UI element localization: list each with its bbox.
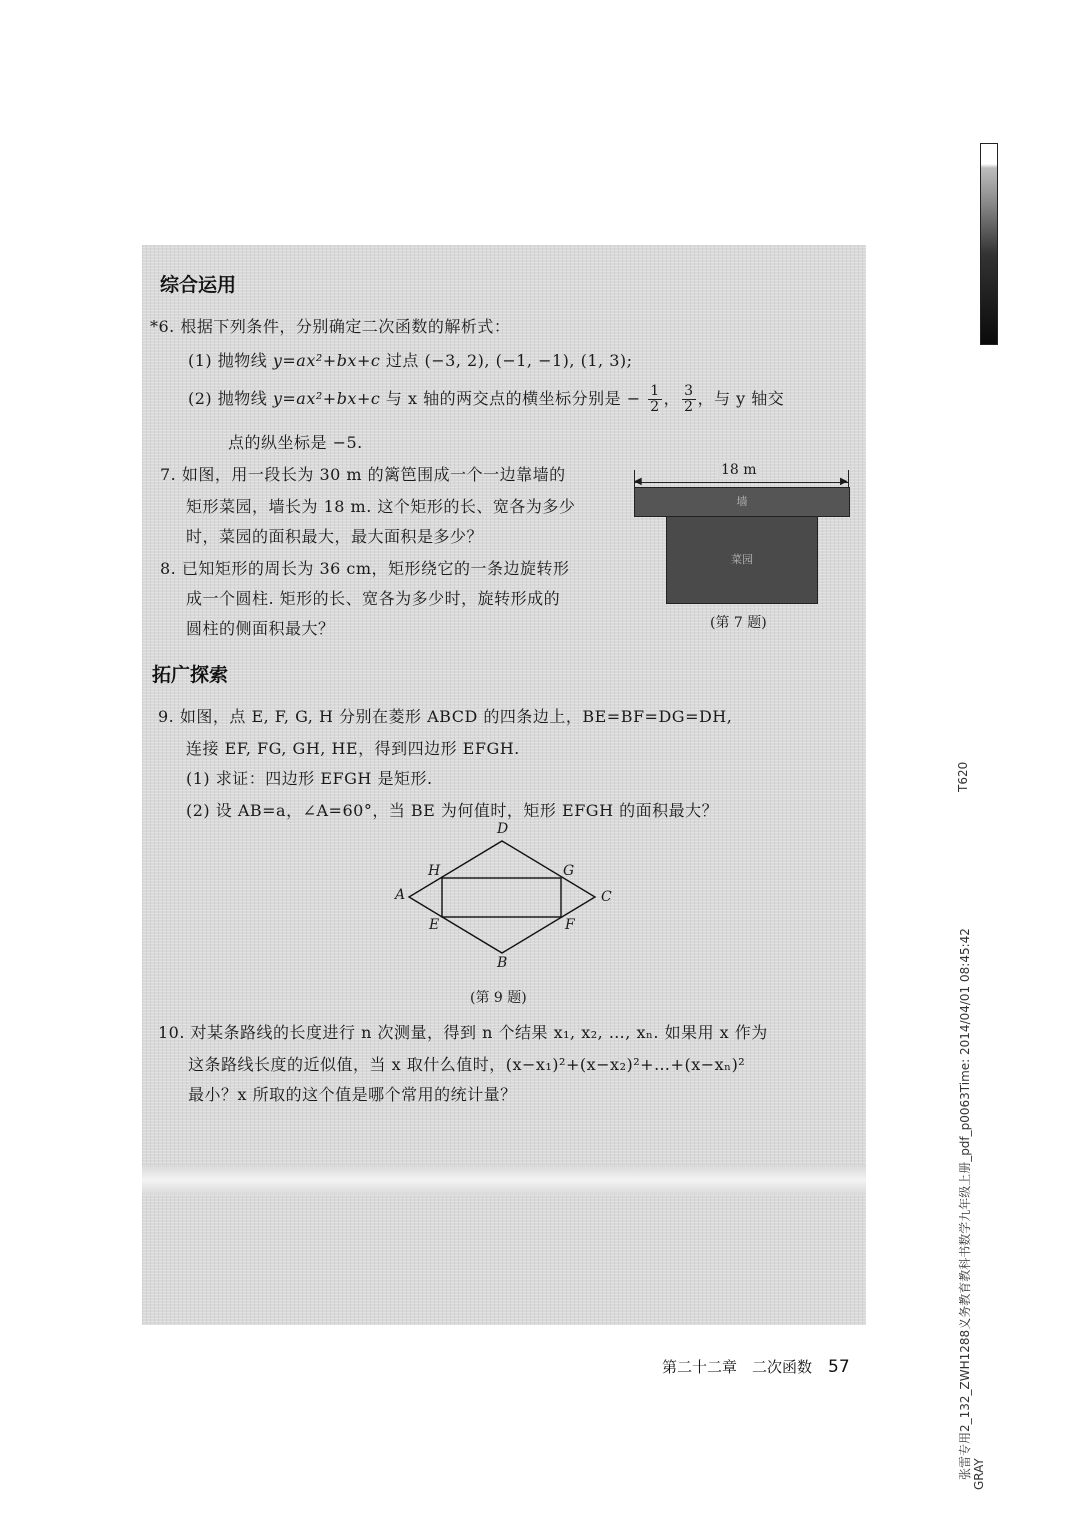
wall-block: 墙: [634, 487, 850, 517]
problem-6-number: *6.: [150, 317, 175, 336]
margin-code: T620: [956, 761, 970, 792]
problem-9-part-1: (1) 求证：四边形 EFGH 是矩形.: [186, 769, 433, 788]
figure-7-wall-garden: [630, 460, 854, 635]
section-title-comprehensive: 综合运用: [160, 274, 237, 296]
figure-7-caption: (第 7 题): [710, 615, 767, 631]
problem-8-line-1: 8. 已知矩形的周长为 36 cm，矩形绕它的一条边旋转形: [160, 559, 570, 578]
dimension-line: [634, 482, 848, 483]
problem-6-stem: [150, 314, 510, 337]
problem-10-number: 10.: [158, 1023, 185, 1042]
fraction-three-halves: $\frac{3}{2}$: [684, 383, 694, 415]
problem-6-part-2: (2) 抛物线 y=ax²+bx+c 与 x 轴的两交点的横坐标分别是 − $\frac{1}{2}$ ， $\frac{3}{2}$ ，与 y 轴交: [188, 383, 785, 415]
formula: y=ax²+bx+c: [272, 351, 381, 370]
problem-10-line-3: 最小？x 所取的这个值是哪个常用的统计量？: [188, 1085, 517, 1104]
point-label-g: G: [563, 863, 575, 879]
dimension-label: 18 m: [718, 462, 760, 478]
point-label-d: D: [497, 821, 509, 837]
figure-9-rhombus: [385, 821, 635, 1010]
problem-9-line-2: 连接 EF, FG, GH, HE，得到四边形 EFGH.: [186, 739, 520, 758]
problem-10-line-2: 这条路线长度的近似值，当 x 取什么值时，(x−x₁)²+(x−x₂)²+…+(x−xₙ)²: [188, 1055, 746, 1074]
problem-9-number: 9.: [158, 707, 175, 726]
part-text: 抛物线: [217, 389, 273, 408]
garden-block: 菜园: [666, 516, 818, 604]
chapter-title: 第二十二章 二次函数: [662, 1358, 813, 1376]
part-text: 过点 (−3, 2), (−1, −1), (1, 3);: [380, 351, 633, 370]
point-label-f: F: [565, 917, 575, 933]
problem-7-line-3: 时，菜园的面积最大，最大面积是多少？: [186, 527, 484, 546]
part-text: 抛物线: [217, 351, 273, 370]
page-footer: [662, 1356, 850, 1377]
figure-9-caption: (第 9 题): [470, 990, 527, 1006]
problem-9-line-1: 9. 如图，点 E, F, G, H 分别在菱形 ABCD 的四条边上，BE=BF=DG=DH,: [158, 707, 733, 726]
problem-7-line-1: 7. 如图，用一段长为 30 m 的篱笆围成一个一边靠墙的: [160, 465, 566, 484]
part-label: (1): [188, 351, 213, 370]
part-text: ，与 y 轴交: [697, 389, 785, 408]
rhombus-diagram: [385, 825, 635, 985]
arrow-left-icon: ◀: [634, 476, 642, 487]
problem-6-text: 根据下列条件，分别确定二次函数的解析式：: [180, 317, 511, 336]
point-label-c: C: [601, 889, 612, 905]
margin-color-mode: GRAY: [972, 1458, 986, 1490]
point-label-h: H: [428, 863, 441, 879]
problem-7-number: 7.: [160, 465, 177, 484]
problem-9-part-2: (2) 设 AB=a，∠A=60°，当 BE 为何值时，矩形 EFGH 的面积最大？: [186, 801, 719, 820]
scan-gap-band: [142, 1165, 866, 1195]
problem-10-line-1: 10. 对某条路线的长度进行 n 次测量，得到 n 个结果 x₁, x₂, …, xₙ. 如果用 x 作为: [158, 1023, 768, 1042]
point-label-a: A: [395, 887, 406, 903]
problem-8-number: 8.: [160, 559, 177, 578]
part-label: (2): [188, 389, 213, 408]
point-label-b: B: [497, 955, 508, 971]
problem-8-line-2: 成一个圆柱. 矩形的长、宽各为多少时，旋转形成的: [186, 589, 561, 608]
fraction-one-half: $\frac{1}{2}$: [650, 383, 660, 415]
grayscale-calibration-bar: [980, 143, 998, 345]
point-label-e: E: [429, 917, 440, 933]
formula: y=ax²+bx+c: [272, 389, 381, 408]
part-text: 与 x 轴的两交点的横坐标分别是 −: [380, 389, 641, 408]
margin-meta-stamp: 张雷专用2_132_ZWH1288义务教育教科书数学九年级上册_pdf_p0063Time: 2014/04/01 08:45:42: [958, 928, 972, 1480]
arrow-right-icon: ▶: [840, 476, 848, 487]
section-title-extension: 拓广探索: [152, 664, 229, 686]
problem-7-line-2: 矩形菜园，墙长为 18 m. 这个矩形的长、宽各为多少: [186, 497, 576, 516]
problem-6-part-2-continued: 点的纵坐标是 −5.: [228, 433, 363, 452]
problem-8-line-3: 圆柱的侧面积最大？: [186, 619, 335, 638]
page-number: 57: [828, 1357, 850, 1377]
problem-6-part-1: [188, 348, 633, 371]
